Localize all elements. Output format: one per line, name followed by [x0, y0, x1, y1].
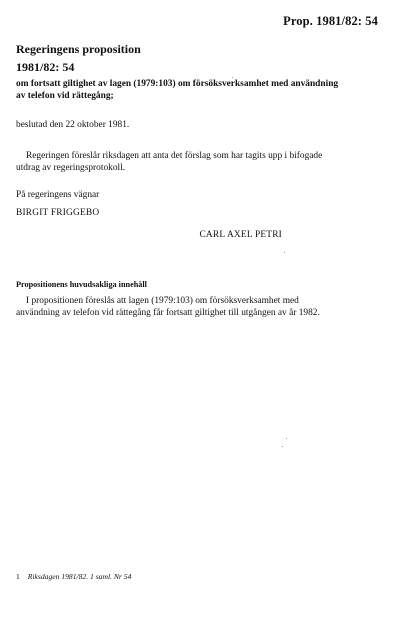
page-footer [16, 572, 131, 581]
proposition-number-header: Prop. 1981/82: 54 [283, 14, 378, 28]
decision-date: beslutad den 22 oktober 1981. [16, 120, 130, 130]
signatory-primary: BIRGIT FRIGGEBO [16, 208, 100, 218]
footer-source: Riksdagen 1981/82. 1 saml. Nr 54 [27, 572, 132, 581]
summary-paragraph: I propositionen föreslås att lagen (1979:103) om försöksverksamhet med användning av telefon vid rättegång får fortsatt giltighet till utgången av år 1982. [16, 296, 320, 318]
scan-speck [232, 77, 233, 78]
footer-page-number: 1 [16, 572, 20, 581]
scan-speck [286, 438, 287, 439]
document-number: 1981/82: 54 [16, 60, 75, 74]
scan-speck [282, 446, 283, 447]
scan-speck [284, 252, 285, 253]
on-behalf-line: På regeringens vägnar [16, 190, 100, 200]
document-title: Regeringens proposition [16, 42, 141, 56]
document-subject: om fortsatt giltighet av lagen (1979:103) om försöksverksamhet med användning av telefon vid rättegång; [16, 79, 339, 101]
summary-heading: Propositionens huvudsakliga innehåll [16, 280, 147, 289]
signatory-secondary: CARL AXEL PETRI [199, 230, 282, 240]
proposal-paragraph: Regeringen föreslår riksdagen att anta det förslag som har tagits upp i bifogade utdrag av regeringsprotokoll. [16, 151, 323, 173]
